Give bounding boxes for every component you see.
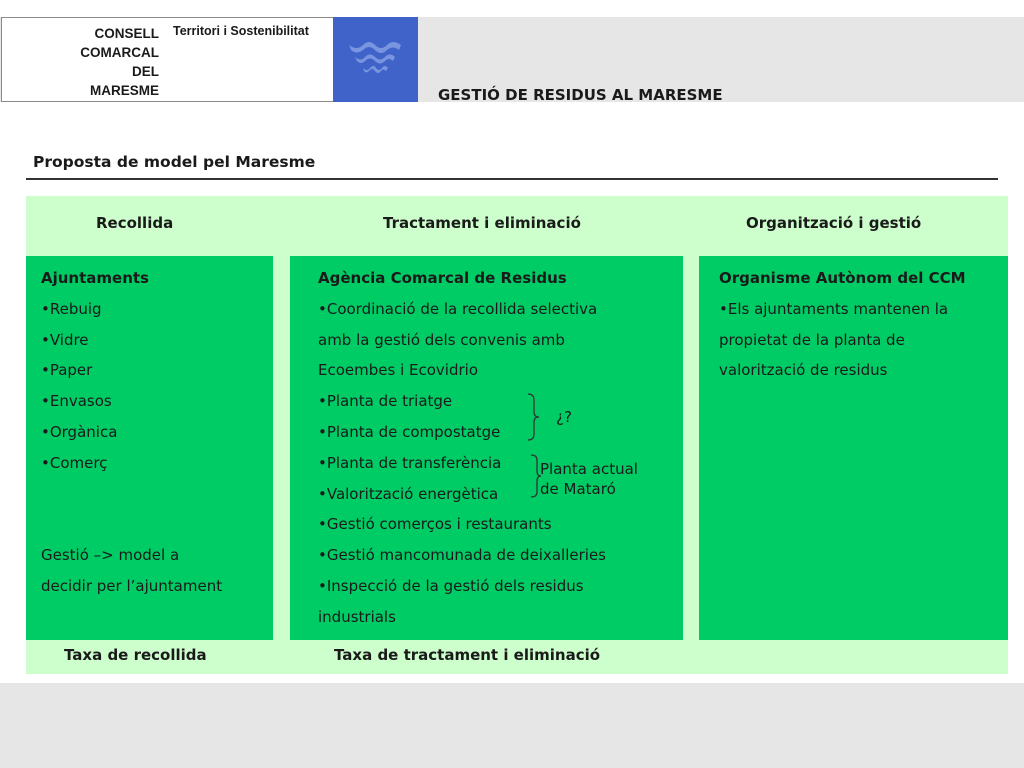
list-item: •Orgànica <box>41 422 118 441</box>
column-heading-recollida: Recollida <box>96 214 174 232</box>
mataro-annotation <box>540 459 638 499</box>
box-title: Organisme Autònom del CCM <box>719 269 966 287</box>
tractament-content <box>318 263 606 633</box>
list-item: •Valorització energètica <box>318 484 499 503</box>
annotation-line: de Mataró <box>540 480 616 498</box>
list-item: •Planta de compostatge <box>318 422 501 441</box>
list-item: Ecoembes i Ecovidrio <box>318 361 478 380</box>
list-item: •Envasos <box>41 392 112 411</box>
organitzacio-content <box>719 263 966 386</box>
list-item: amb la gestió dels convenis amb <box>318 330 565 349</box>
list-item: valorització de residus <box>719 361 888 380</box>
list-item: •Planta de triatge <box>318 392 453 411</box>
list-item: Gestió –> model a <box>41 546 180 565</box>
logo-line: MARESME <box>89 83 159 98</box>
list-item: •Coordinació de la recollida selectiva <box>318 299 598 318</box>
logo-line: COMARCAL <box>80 45 159 60</box>
header-title: GESTIÓ DE RESIDUS AL MARESME <box>438 86 723 104</box>
title-divider <box>26 178 998 180</box>
list-item: •Comerç <box>41 453 108 472</box>
list-item: propietat de la planta de <box>719 330 905 349</box>
column-heading-organitzacio: Organització i gestió <box>746 214 922 232</box>
list-item: •Gestió mancomunada de deixalleries <box>318 546 606 565</box>
page-title: Proposta de model pel Maresme <box>33 153 316 171</box>
annotation-line: Planta actual <box>540 460 638 478</box>
list-item: •Planta de transferència <box>318 453 502 472</box>
footer-band <box>0 683 1024 768</box>
maresme-wave-emblem-icon <box>333 17 418 102</box>
list-item: •Gestió comerços i restaurants <box>318 515 552 534</box>
recollida-content <box>41 263 222 602</box>
list-item: •Inspecció de la gestió dels residus <box>318 576 584 595</box>
department-box <box>168 17 334 102</box>
box-title: Agència Comarcal de Residus <box>318 269 567 287</box>
list-item: •Vidre <box>41 330 89 349</box>
footer-taxa-tractament: Taxa de tractament i eliminació <box>334 646 601 664</box>
list-item: decidir per l’ajuntament <box>41 576 223 595</box>
logo-line: DEL <box>132 64 159 79</box>
department-name: Territori i Sostenibilitat <box>173 24 309 38</box>
footer-taxa-recollida: Taxa de recollida <box>64 646 207 664</box>
list-item: •Els ajuntaments mantenen la <box>719 299 949 318</box>
spacer <box>41 509 222 540</box>
list-item: •Paper <box>41 361 93 380</box>
box-title: Ajuntaments <box>41 269 149 287</box>
column-heading-tractament: Tractament i eliminació <box>383 214 581 232</box>
spacer <box>41 479 222 510</box>
logo-text <box>80 24 159 100</box>
list-item: industrials <box>318 607 396 626</box>
brace-question-icon <box>525 392 541 442</box>
list-item: •Rebuig <box>41 299 102 318</box>
consell-comarcal-logo <box>1 17 170 102</box>
logo-line: CONSELL <box>94 26 159 41</box>
question-annotation: ¿? <box>556 408 572 426</box>
